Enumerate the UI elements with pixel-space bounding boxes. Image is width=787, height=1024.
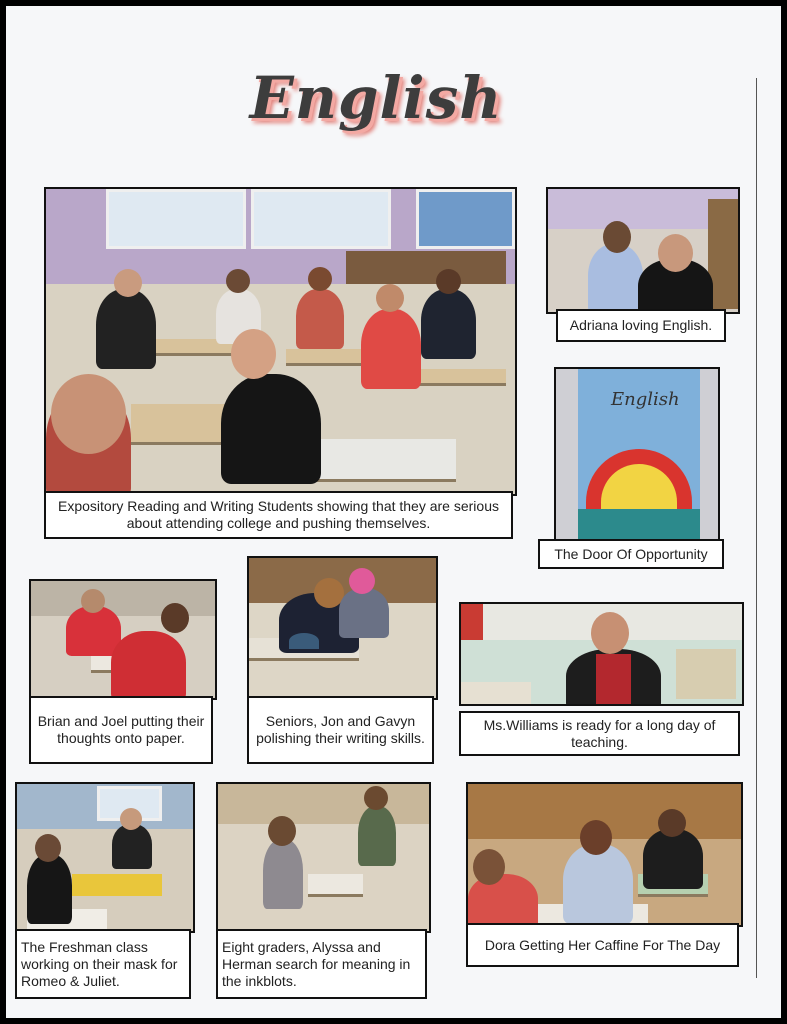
page-title: English [249, 64, 503, 132]
photo-eighth-graders [216, 782, 431, 933]
photo-adriana [546, 187, 740, 314]
caption-brian-joel: Brian and Joel putting their thoughts onto paper. [29, 696, 213, 764]
caption-adriana: Adriana loving English. [556, 309, 726, 342]
photo-expository-class [44, 187, 517, 496]
photo-brian-joel [29, 579, 217, 700]
caption-jon-gavyn: Seniors, Jon and Gavyn polishing their writing skills. [247, 696, 434, 764]
caption-expository-class: Expository Reading and Writing Students showing that they are serious about attending college and pushing themselves. [44, 491, 513, 539]
caption-ms-williams: Ms.Williams is ready for a long day of teaching. [459, 711, 740, 756]
photo-dora [466, 782, 743, 927]
photo-ms-williams [459, 602, 744, 706]
door-text: English [611, 389, 680, 410]
margin-rule [756, 78, 757, 978]
photo-freshman [15, 782, 195, 933]
photo-door [554, 367, 720, 543]
photo-jon-gavyn [247, 556, 438, 700]
caption-freshman: The Freshman class working on their mask for Romeo & Juliet. [15, 929, 191, 999]
caption-dora: Dora Getting Her Caffine For The Day [466, 923, 739, 967]
yearbook-page [6, 6, 781, 1018]
caption-door: The Door Of Opportunity [538, 539, 724, 569]
caption-eighth-graders: Eight graders, Alyssa and Herman search for meaning in the inkblots. [216, 929, 427, 999]
